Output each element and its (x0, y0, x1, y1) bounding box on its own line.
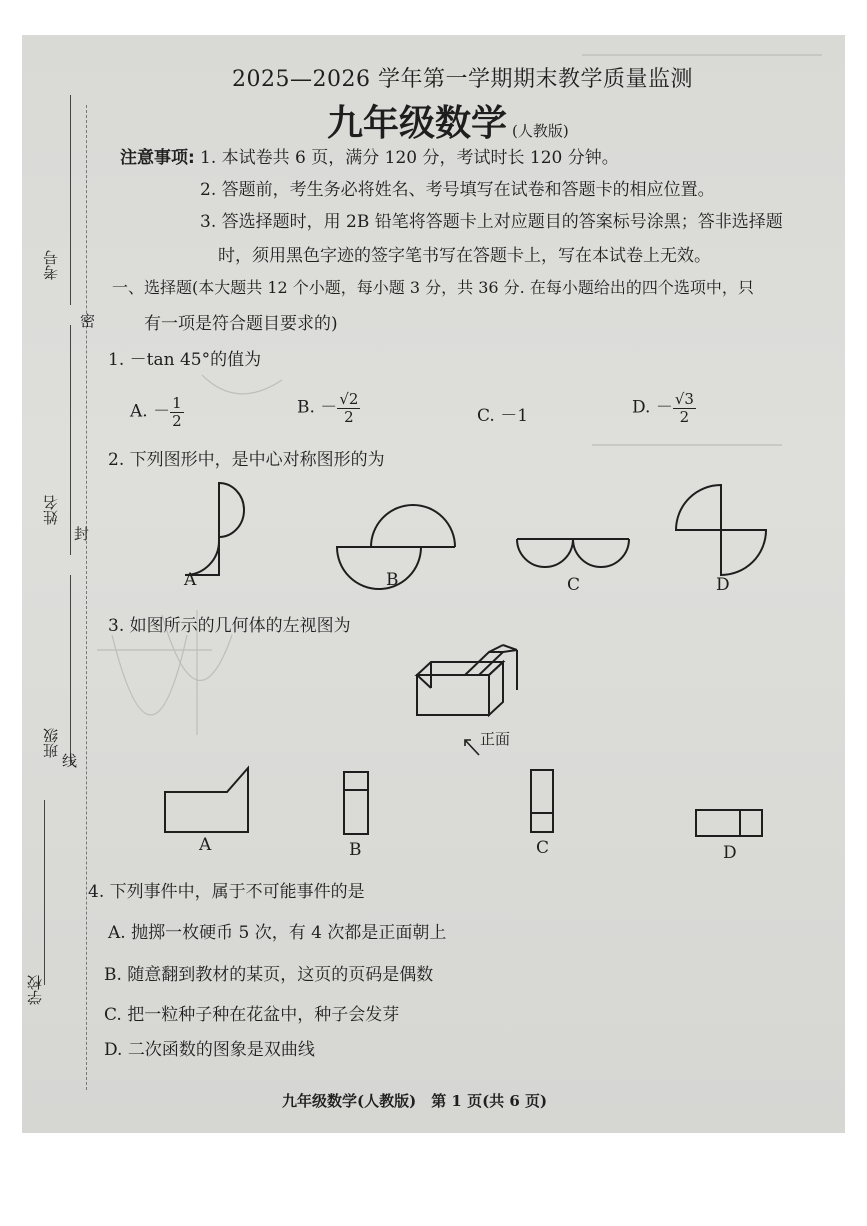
q4-stem: 4. 下列事件中，属于不可能事件的是 (88, 882, 365, 902)
q3-label-a[interactable]: A (199, 835, 212, 855)
q2-label-a[interactable]: A (184, 570, 197, 590)
q2-label-c[interactable]: C (567, 575, 581, 595)
q1-d-label: D. － (632, 397, 673, 418)
q2-label-d[interactable]: D (716, 575, 730, 595)
page-footer: 九年级数学(人教版) 第 1 页(共 6 页) (282, 1092, 548, 1110)
edition-label: (人教版) (512, 122, 569, 140)
q3-solid-figure (407, 640, 547, 760)
seal-char-mi: 密 (80, 312, 96, 330)
q3-stem: 3. 如图所示的几何体的左视图为 (108, 616, 351, 636)
q3-view-c (531, 770, 553, 832)
q3-label-b[interactable]: B (349, 840, 362, 860)
q3-label-c[interactable]: C (536, 838, 550, 858)
school-label: 学校 (26, 975, 44, 1005)
q3-view-b (344, 772, 368, 834)
q3-view-a (165, 768, 248, 832)
q1-option-a[interactable] (130, 395, 184, 429)
q1-a-label: A. － (130, 401, 171, 422)
notice-item-3b: 时，须用黑色字迹的签字笔书写在答题卡上，写在本试卷上无效。 (218, 246, 711, 266)
section-heading: 一、选择题(本大题共 12 个小题，每小题 3 分，共 36 分. 在每小题给出的四个选项中，只 (112, 278, 754, 297)
front-view-label: 正面 (480, 730, 511, 748)
notice-item-2: 2. 答题前，考生务必将姓名、考号填写在试卷和答题卡的相应位置。 (200, 180, 715, 200)
q3-label-d[interactable]: D (723, 843, 737, 863)
exam-no-label: 考号 (42, 250, 60, 280)
q1-option-c[interactable]: C. －1 (477, 406, 529, 426)
notice-label: 注意事项: (120, 148, 195, 168)
q1-d-frac: $\frac{√3}{2}$ (674, 390, 694, 426)
section-heading-cont: 有一项是符合题目要求的) (144, 314, 338, 334)
q3-options (22, 760, 845, 880)
q3-view-d (696, 810, 762, 836)
q2-label-b[interactable]: B (386, 570, 399, 590)
exam-paper (22, 35, 845, 1133)
exam-title: 2025—2026 学年第一学期期末教学质量监测 (232, 67, 693, 92)
q4-option-a[interactable]: A. 抛掷一枚硬币 5 次，有 4 次都是正面朝上 (108, 923, 447, 943)
q4-option-b[interactable]: B. 随意翻到教材的某页，这页的页码是偶数 (104, 965, 434, 985)
subject-title: 九年级数学 (327, 103, 508, 144)
class-label: 班级 (42, 728, 60, 758)
q1-option-b[interactable] (297, 391, 360, 425)
notice-item-1: 1. 本试卷共 6 页，满分 120 分，考试时长 120 分钟。 (200, 148, 619, 168)
q1-stem: 1. －tan 45°的值为 (108, 350, 262, 370)
name-label: 姓名 (42, 495, 60, 525)
q1-a-frac: $\frac{1}{2}$ (172, 394, 182, 430)
notice-item-3a: 3. 答选择题时，用 2B 铅笔将答题卡上对应题目的答案标号涂黑；答非选择题 (200, 212, 783, 232)
q1-b-frac: $\frac{√2}{2}$ (339, 390, 359, 426)
q1-b-label: B. － (297, 397, 338, 418)
q2-stem: 2. 下列图形中，是中心对称图形的为 (108, 450, 385, 470)
q4-option-c[interactable]: C. 把一粒种子种在花盆中，种子会发芽 (104, 1005, 400, 1025)
q2-figure-a (185, 483, 244, 575)
seal-char-feng: 封 (74, 525, 90, 543)
q1-option-d[interactable] (632, 391, 696, 425)
q2-figure-c (517, 539, 629, 567)
seal-char-xian: 线 (62, 752, 78, 770)
q4-option-d[interactable]: D. 二次函数的图象是双曲线 (104, 1040, 315, 1060)
